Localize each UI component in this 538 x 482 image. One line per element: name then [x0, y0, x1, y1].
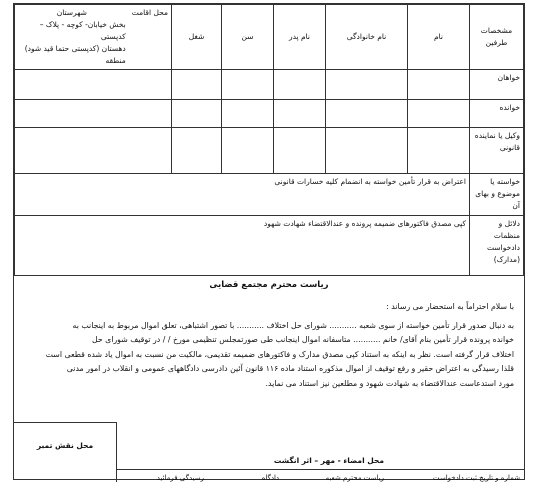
- body-line: خوانده پرونده قرار تأمین بنام آقای/ خانم ........... متاسفانه اموال اینجانب طی صورتمجلس تنظیمی مورخ / / در توقیف شورای حل: [91, 335, 514, 344]
- plaintiff-father-name[interactable]: [274, 70, 326, 100]
- defendant-father-name[interactable]: [274, 100, 326, 128]
- lawyer-job[interactable]: [172, 128, 222, 174]
- stamp-box: [14, 422, 117, 482]
- plaintiff-address[interactable]: [15, 70, 172, 100]
- parties-table: [14, 4, 524, 276]
- stamp-label: محل نقش تمبر: [36, 441, 94, 450]
- lawyer-first-name[interactable]: [408, 128, 470, 174]
- lawyer-father-name[interactable]: [274, 128, 326, 174]
- evidence-value[interactable]: کپی مصدق فاکتورهای ضمیمه پرونده و عندالاقتضاء شهادت شهود: [15, 216, 470, 276]
- defendant-address[interactable]: [15, 100, 172, 128]
- header-father-name: نام پدر: [274, 5, 326, 70]
- request-value[interactable]: اعتراض به قرار تأمین خواسته به انضمام کلیه خسارات قانونی: [15, 174, 470, 216]
- footer-review: رسیدگی فرمائید: [156, 474, 204, 482]
- header-address: [15, 5, 172, 70]
- row-lawyer-label: وکیل یا نماینده قانونی: [470, 128, 524, 174]
- body-line: مورد استدعاست عندالاقتضاء به شهادت شهود و مطلعین نیز استناد می نماید.: [265, 378, 514, 388]
- header-last-name: نام خانوادگی: [326, 5, 408, 70]
- plaintiff-last-name[interactable]: [326, 70, 408, 100]
- lawyer-last-name[interactable]: [326, 128, 408, 174]
- body-line: به دنبال صدور قرار تأمین خواسته از سوی شعبه ........... شورای حل اختلاف ........... با تصور اشتباهی، تعلق اموال مربوط به اینجانب به: [72, 320, 514, 330]
- lawyer-address[interactable]: [15, 128, 172, 174]
- footer-court: دادگاه: [261, 474, 279, 482]
- header-residence: محل اقامت: [131, 8, 168, 17]
- signature-label: محل امضاء - مهر – اثر انگشت: [273, 456, 384, 465]
- header-address-line3: دهستان (کدپستی حتما قید شود): [24, 44, 126, 53]
- defendant-age[interactable]: [222, 100, 274, 128]
- header-first-name: نام: [408, 5, 470, 70]
- header-address-line1: شهرستان: [56, 8, 87, 17]
- lawyer-age[interactable]: [222, 128, 274, 174]
- row-request-label: خواسته یا موضوع و بهای آن: [470, 174, 524, 216]
- defendant-last-name[interactable]: [326, 100, 408, 128]
- defendant-first-name[interactable]: [408, 100, 470, 128]
- footer-divider: [117, 469, 524, 470]
- body-line: با سلام احتراماً به استحضار می رساند :: [386, 302, 514, 311]
- header-parties: مشخصات طرفین: [470, 5, 524, 70]
- petition-form: [13, 3, 525, 480]
- footer-branch: ریاست محترم شعبه: [325, 474, 384, 482]
- header-address-line4: منطقه: [105, 56, 126, 65]
- header-job: شغل: [172, 5, 222, 70]
- header-age: سن: [222, 5, 274, 70]
- plaintiff-age[interactable]: [222, 70, 274, 100]
- plaintiff-first-name[interactable]: [408, 70, 470, 100]
- addressee-title: ریاست محترم مجتمع قضایی: [209, 280, 329, 290]
- body-line: قلذا رسیدگی به اعتراض حقیر و رفع توقیف از اموال مذکوره استناد ماده ۱۱۶ قانون آئین دادرسی دادگاههای عمومی و انقلاب در امور مدنی: [66, 364, 514, 373]
- footer-reg: شماره و تاریخ ثبت دادخواست: [432, 474, 520, 482]
- plaintiff-job[interactable]: [172, 70, 222, 100]
- defendant-job[interactable]: [172, 100, 222, 128]
- body-line: اختلاف قرار گرفته است. نظر به اینکه به استناد کپی مصدق مدارک و فاکتورهای ضمیمه تقدیمی، مالکیت من نسبت به اموال یاد شده قطعی است: [45, 349, 514, 359]
- petition-body: [22, 300, 514, 391]
- row-defendant-label: خوانده: [470, 100, 524, 128]
- row-evidence-label: دلائل و منظمات دادخواست (مدارک): [470, 216, 524, 276]
- header-address-line2: بخش خیابان- کوچه - پلاک – کدپستی: [39, 20, 126, 41]
- row-plaintiff-label: خواهان: [470, 70, 524, 100]
